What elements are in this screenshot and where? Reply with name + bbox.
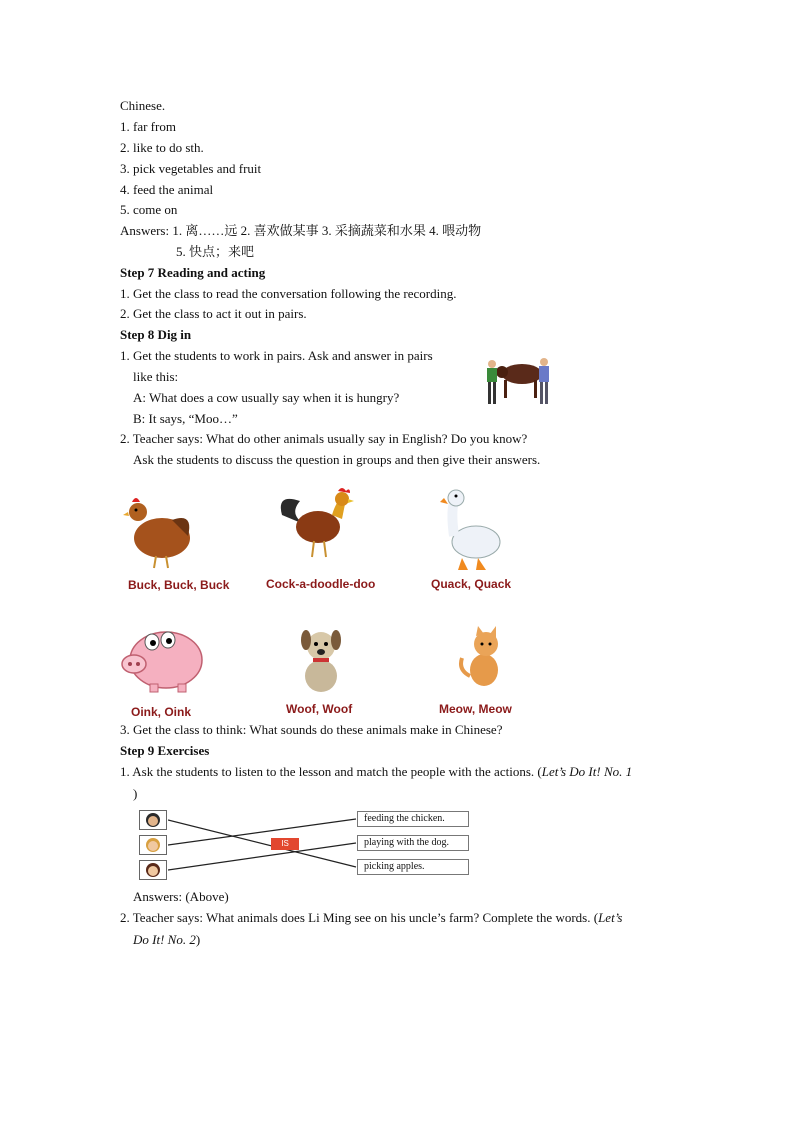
step8-item-2-cont: Ask the students to discuss the question in groups and then give their answers. [133, 452, 541, 467]
step8-item-3: 3. Get the class to think: What sounds do these animals make in Chinese? [120, 722, 503, 737]
dog-image [296, 624, 346, 696]
matching-lines [168, 810, 358, 880]
step9-item-2-ref-cont: Do It! No. 2 [133, 932, 196, 947]
person-3-avatar [139, 860, 167, 880]
woman-face-icon [140, 861, 166, 879]
girl-face-icon [140, 836, 166, 854]
step9-item-2-text: 2. Teacher says: What animals does Li Ming see on his uncle’s farm? Complete the words. ( [120, 910, 599, 925]
text-chinese: Chinese. [120, 98, 166, 113]
step9-item-2-ref: Let’s [598, 910, 623, 925]
duck-image [440, 486, 506, 572]
step7-item-2: 2. Get the class to act it out in pairs. [120, 306, 307, 321]
caption-cat: Meow, Meow [439, 702, 512, 716]
boy-face-icon [140, 811, 166, 829]
vocab-1: 1. far from [120, 119, 176, 134]
step8-heading: Step 8 Dig in [120, 327, 192, 342]
vocab-4: 4. feed the animal [120, 182, 214, 197]
rooster-image [276, 485, 356, 561]
step9-answers: Answers: (Above) [133, 889, 229, 904]
vocab-5: 5. come on [120, 202, 178, 217]
caption-dog: Woof, Woof [286, 702, 353, 716]
dialogue-b: B: It says, “Moo…” [133, 411, 238, 426]
vocab-2: 2. like to do sth. [120, 140, 204, 155]
answer-tag: IS [271, 838, 299, 850]
vocab-3: 3. pick vegetables and fruit [120, 161, 262, 176]
caption-hen: Buck, Buck, Buck [128, 578, 230, 592]
person-2-avatar [139, 835, 167, 855]
person-1-avatar [139, 810, 167, 830]
step9-item-1 [120, 764, 632, 780]
step8-item-1-cont: like this: [133, 369, 179, 384]
step9-item-2-cont [133, 932, 200, 948]
kids-with-cow-image [482, 350, 554, 410]
caption-rooster: Cock-a-doodle-doo [266, 577, 376, 591]
caption-pig: Oink, Oink [131, 705, 192, 719]
step7-heading: Step 7 Reading and acting [120, 265, 266, 280]
action-box-3: picking apples. [357, 859, 469, 875]
step9-item-1-ref: Let’s Do It! No. 1 [541, 764, 633, 779]
action-box-1: feeding the chicken. [357, 811, 469, 827]
answers-line-1: Answers: 1. 离……远 2. 喜欢做某事 3. 采摘蔬菜和水果 4. 喂动物 [120, 223, 482, 238]
step7-item-1: 1. Get the class to read the conversation following the recording. [120, 286, 457, 301]
step9-item-1-close: ) [133, 786, 138, 801]
cat-image [456, 626, 506, 690]
pig-image [116, 624, 208, 694]
step8-item-2: 2. Teacher says: What do other animals usually say in English? Do you know? [120, 431, 528, 446]
dialogue-a: A: What does a cow usually say when it is hungry? [133, 390, 400, 405]
answers-line-2: 5. 快点；来吧 [176, 244, 255, 259]
step8-item-1: 1. Get the students to work in pairs. Ask and answer in pairs [120, 348, 433, 363]
step9-item-2 [120, 910, 622, 926]
action-box-2: playing with the dog. [357, 835, 469, 851]
caption-duck: Quack, Quack [431, 577, 512, 591]
hen-image [122, 490, 198, 570]
step9-item-2-close: ) [195, 932, 201, 947]
step9-heading: Step 9 Exercises [120, 743, 210, 758]
step9-item-1-text: 1. Ask the students to listen to the lesson and match the people with the actions. ( [120, 764, 542, 779]
